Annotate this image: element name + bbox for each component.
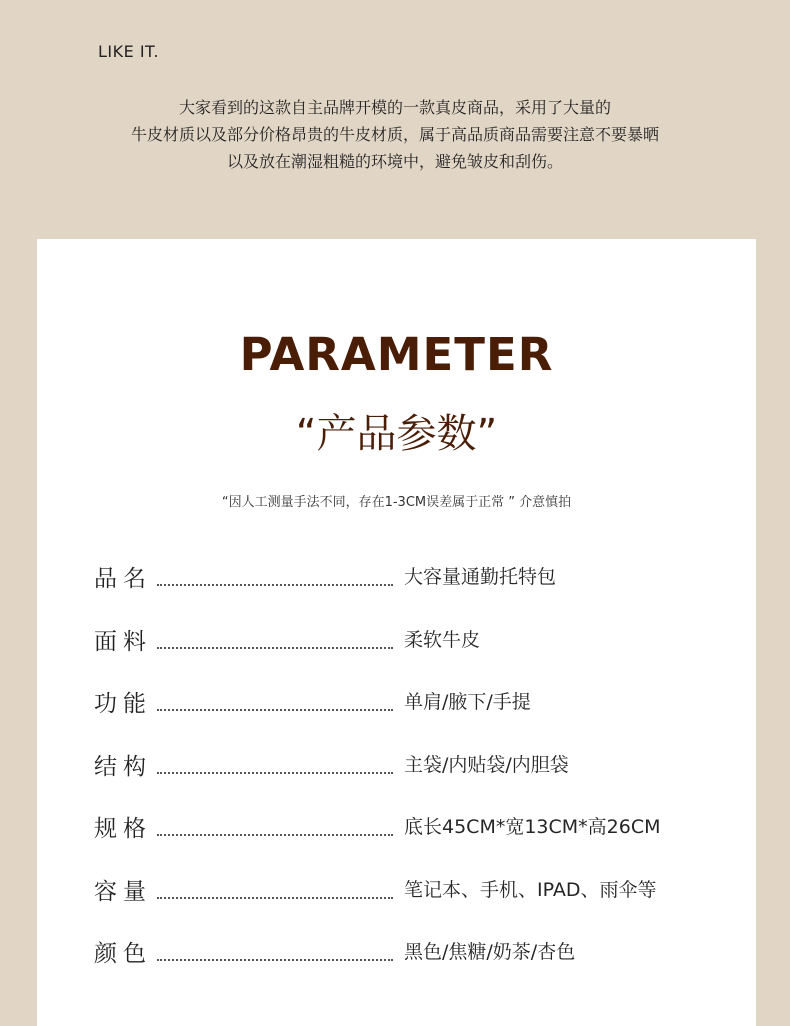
dotted-leader bbox=[157, 814, 393, 836]
brand-tagline: LIKE IT. bbox=[98, 42, 159, 61]
param-row-function bbox=[94, 685, 714, 748]
intro-line: 以及放在潮湿粗糙的环境中，避免皱皮和刮伤。 bbox=[226, 152, 563, 171]
param-label: 结构 bbox=[94, 753, 152, 780]
dotted-leader bbox=[157, 939, 393, 961]
param-value: 底长45CM*宽13CM*高26CM bbox=[404, 816, 661, 838]
param-row-capacity bbox=[94, 873, 714, 936]
dotted-leader bbox=[157, 877, 393, 899]
parameter-card bbox=[37, 239, 756, 1026]
dotted-leader bbox=[157, 689, 393, 711]
param-label: 规格 bbox=[94, 816, 152, 842]
param-label: 功能 bbox=[94, 691, 152, 717]
dotted-leader bbox=[157, 564, 393, 586]
param-row-name bbox=[94, 560, 714, 623]
param-value: 黑色/焦糖/奶茶/杏色 bbox=[404, 941, 576, 963]
param-value: 单肩/腋下/手提 bbox=[404, 691, 531, 713]
param-row-size bbox=[94, 810, 714, 873]
param-label: 面料 bbox=[94, 628, 152, 655]
param-value: 笔记本、手机、IPAD、雨伞等 bbox=[404, 878, 657, 901]
param-label: 容量 bbox=[94, 878, 152, 905]
dotted-leader bbox=[157, 627, 393, 649]
parameter-list bbox=[94, 560, 714, 998]
param-row-color bbox=[94, 935, 714, 998]
parameter-title-cn: “产品参数” bbox=[295, 411, 498, 457]
intro-line: 大家看到的这款自主品牌开模的一款真皮商品，采用了大量的 bbox=[178, 98, 611, 117]
intro-line: 牛皮材质以及部分价格昂贵的牛皮材质，属于高品质商品需要注意不要暴晒 bbox=[130, 125, 659, 144]
param-label: 颜色 bbox=[94, 941, 152, 967]
intro-text bbox=[0, 94, 790, 175]
param-value: 柔软牛皮 bbox=[404, 628, 481, 651]
parameter-title-en: PARAMETER bbox=[239, 328, 554, 381]
measurement-note: “因人工测量手法不同，存在1-3CM误差属于正常 ” 介意慎拍 bbox=[221, 495, 572, 510]
param-label: 品名 bbox=[94, 566, 152, 592]
param-value: 大容量通勤托特包 bbox=[404, 566, 557, 588]
dotted-leader bbox=[157, 752, 393, 774]
param-row-structure bbox=[94, 748, 714, 811]
param-value: 主袋/内贴袋/内胆袋 bbox=[404, 753, 569, 776]
param-row-material bbox=[94, 623, 714, 686]
